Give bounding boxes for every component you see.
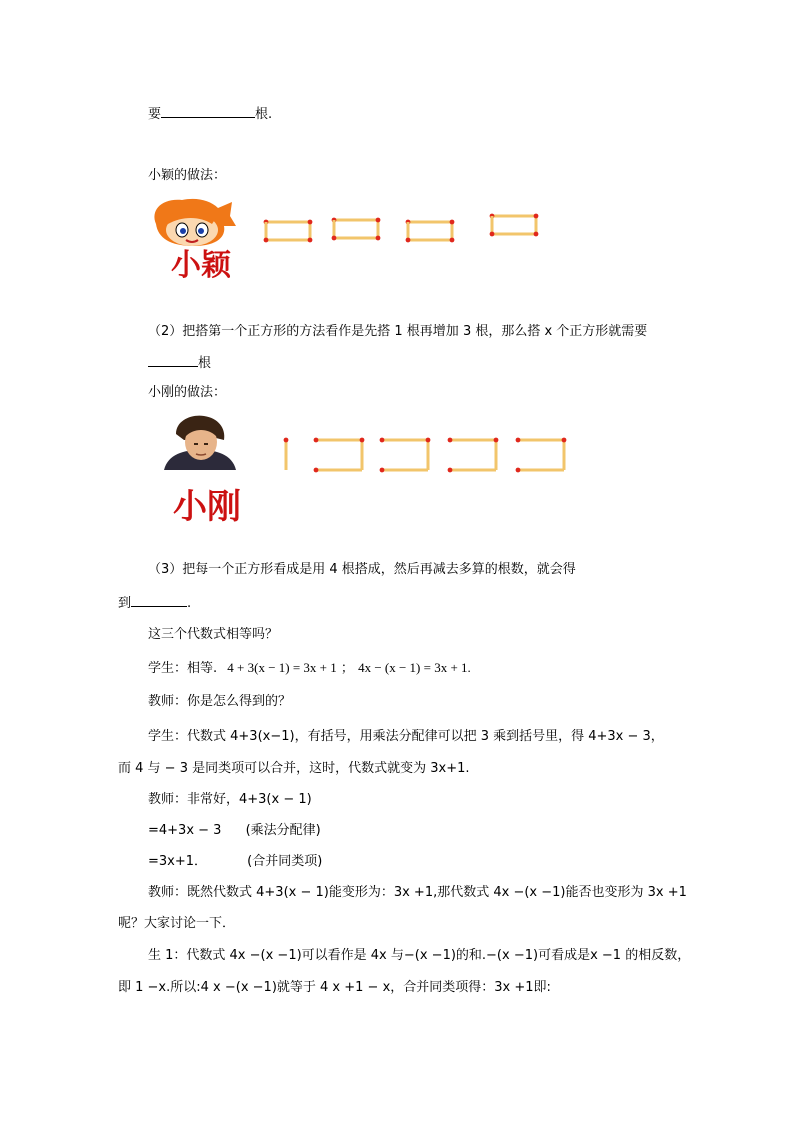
question-equal: 这三个代数式相等吗？ — [148, 627, 279, 642]
match-head — [314, 468, 319, 473]
match-head — [450, 238, 455, 243]
match-head — [380, 468, 385, 473]
xiaogang-heading: 小刚的做法： — [148, 385, 227, 400]
answer-blank — [148, 352, 198, 367]
equation-2: 4x − (x − 1) = 3x + 1. — [358, 660, 471, 675]
match-head — [516, 438, 521, 443]
match-head — [406, 238, 411, 243]
teacher-question-1: 教师：你是怎么得到的？ — [148, 694, 292, 709]
match-head — [534, 214, 539, 219]
question-2-answer-line: 根 — [148, 352, 211, 373]
xiaogang-matchsticks — [276, 432, 576, 476]
match-head — [308, 238, 313, 243]
match-head — [376, 218, 381, 223]
question-3-text: （3）把每一个正方形看成是用 4 根搭成，然后再减去多算的根数，就会得 — [148, 562, 576, 577]
xiaoying-matchsticks — [258, 210, 558, 246]
teacher-reply-3-line-1: 教师：既然代数式 4+3(x − 1)能变形为：3x +1,那代数式 4x −(x −1)能否也变形为 3x +1 — [148, 885, 687, 900]
match-head — [516, 468, 521, 473]
match-head — [426, 438, 431, 443]
answer-blank — [131, 592, 187, 607]
equation-1: 4 + 3(x − 1) = 3x + 1 — [227, 660, 337, 675]
question-2-text: （2）把搭第一个正方形的方法看作是先搭 1 根再增加 3 根，那么搭 x 个正方形就需要 — [148, 324, 648, 339]
match-head — [376, 236, 381, 241]
match-head — [308, 220, 313, 225]
answer-line-1: 要 根. — [148, 103, 272, 124]
student-reply-2-line-2: 而 4 与 − 3 是同类项可以合并，这时，代数式就变为 3x+1. — [118, 761, 470, 776]
student-reply-3-line-2: 即 1 −x.所以:4 x −(x −1)就等于 4 x +1 − x，合并同类项得：3x +1即: — [118, 980, 551, 995]
teacher-reply-2-line-2: =4+3x − 3 (乘法分配律) — [148, 823, 321, 838]
xiaogang-name: 小刚 — [173, 487, 241, 527]
student-reply-3-line-1: 生 1：代数式 4x −(x −1)可以看作是 4x 与−(x −1)的和.−(x −1)可看成是x −1 的相反数， — [148, 948, 691, 963]
match-head — [380, 438, 385, 443]
teacher-reply-3-line-2: 呢？大家讨论一下． — [118, 916, 236, 931]
xiaoying-name: 小颖 — [171, 248, 231, 283]
match-head — [284, 438, 289, 443]
student-reply-2-line-1: 学生：代数式 4+3(x−1)，有括号，用乘法分配律可以把 3 乘到括号里，得 4+3x − 3， — [148, 729, 664, 744]
match-head — [562, 438, 567, 443]
answer-blank — [161, 103, 255, 118]
xiaoying-avatar-icon — [146, 196, 242, 248]
match-head — [450, 220, 455, 225]
match-head — [494, 438, 499, 443]
question-3-answer-line: 到 . — [118, 592, 191, 613]
match-head — [360, 438, 365, 443]
xiaoying-heading: 小颖的做法： — [148, 168, 227, 183]
match-head — [264, 238, 269, 243]
teacher-reply-2-line-3: =3x+1． (合并同类项) — [148, 854, 323, 869]
match-head — [448, 438, 453, 443]
match-head — [314, 438, 319, 443]
match-head — [490, 232, 495, 237]
student-reply-1: 学生：相等. 4 + 3(x − 1) = 3x + 1 ； 4x − (x − 1) = 3x + 1. — [148, 660, 471, 676]
match-head — [534, 232, 539, 237]
teacher-reply-2-line-1: 教师：非常好，4+3(x − 1) — [148, 792, 312, 807]
match-head — [448, 468, 453, 473]
match-head — [332, 236, 337, 241]
xiaogang-avatar-icon — [154, 414, 246, 470]
